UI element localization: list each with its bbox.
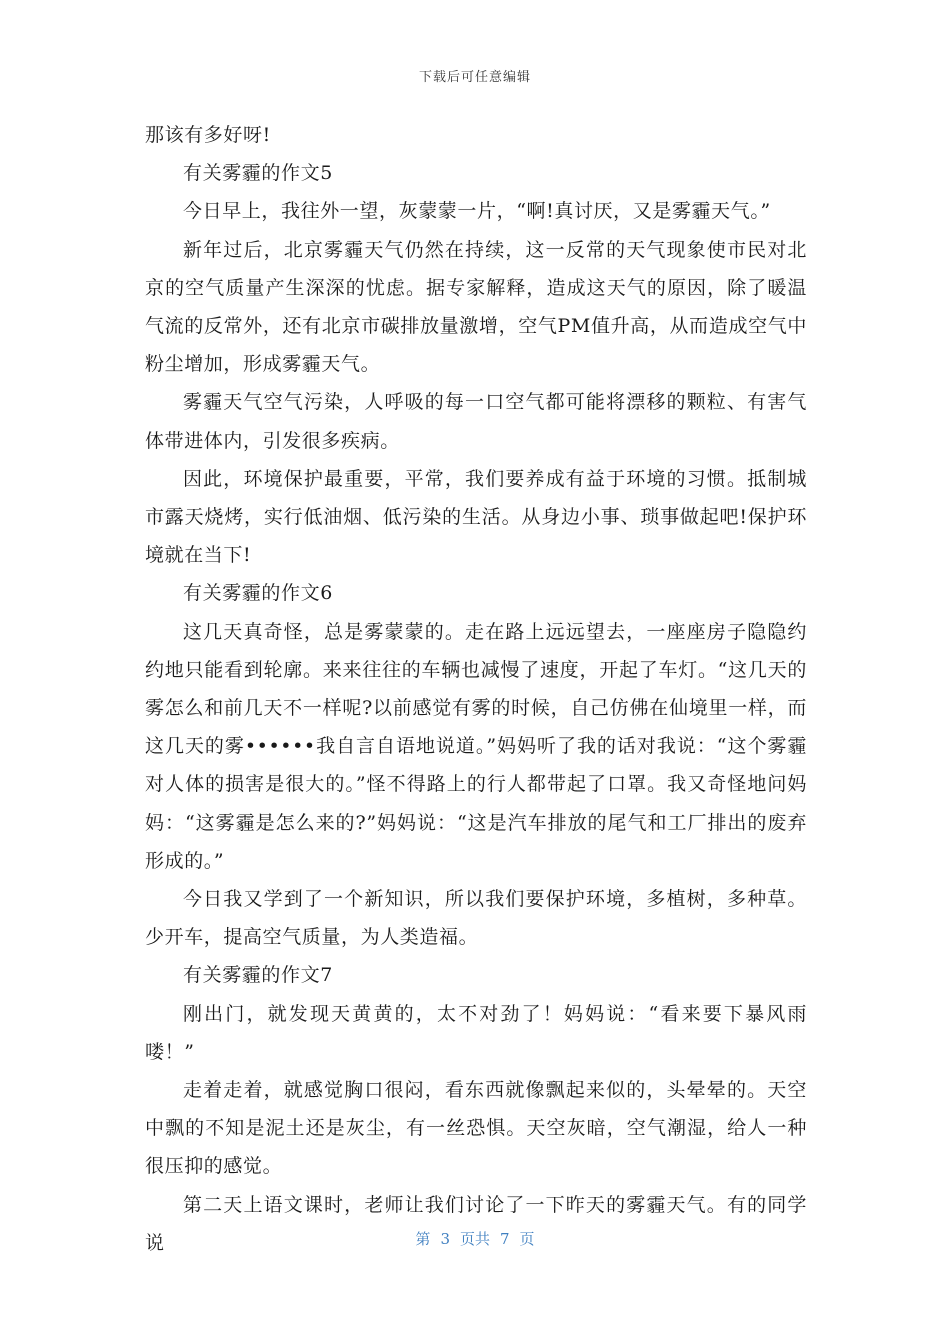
paragraph: 走着走着，就感觉胸口很闷，看东西就像飘起来似的，头晕晕的。天空中飘的不知是泥土还是灰尘，有一丝恐惧。天空灰暗，空气潮湿，给人一种很压抑的感觉。 [145, 1079, 807, 1178]
page-number-total: 7 [500, 1230, 510, 1248]
page-footer [0, 1228, 950, 1249]
paragraph: 那该有多好呀! [145, 124, 271, 146]
page-number-current: 3 [440, 1230, 450, 1248]
paragraph: 今日我又学到了一个新知识，所以我们要保护环境，多植树，多种草。少开车，提高空气质量，为人类造福。 [145, 888, 807, 949]
paragraph: 雾霾天气空气污染，人呼吸的每一口空气都可能将漂移的颗粒、有害气体带进体内，引发很多疾病。 [145, 391, 807, 452]
page-label-middle: 页共 [459, 1230, 490, 1248]
section-heading: 有关雾霾的作文7 [183, 964, 333, 987]
paragraph: 第二天上语文课时，老师让我们讨论了一下昨天的雾霾天气。有的同学说 [145, 1193, 807, 1254]
document-body [145, 116, 807, 1262]
page-header: 下载后可任意编辑 [418, 70, 531, 85]
paragraph: 新年过后，北京雾霾天气仍然在持续，这一反常的天气现象使市民对北京的空气质量产生深深的忧虑。据专家解释，造成这天气的原因，除了暖温气流的反常外，还有北京市碳排放量激增，空气PM值升高，从而造成空气中粉尘增加，形成雾霾天气。 [145, 238, 807, 376]
paragraph: 因此，环境保护最重要，平常，我们要养成有益于环境的习惯。抵制城市露天烧烤，实行低油烟、低污染的生活。从身边小事、琐事做起吧!保护环境就在当下! [145, 467, 807, 567]
paragraph: 这几天真奇怪，总是雾蒙蒙的。走在路上远远望去，一座座房子隐隐约约地只能看到轮廓。来来往往的车辆也减慢了速度，开起了车灯。“这几天的雾怎么和前几天不一样呢?以前感觉有雾的时候，自己仿佛在仙境里一样，而这几天的雾••••••我自言自语地说道。”妈妈听了我的话对我说：“这个雾霾对人体的损害是很大的。”怪不得路上的行人都带起了口罩。我又奇怪地问妈妈：“这雾霾是怎么来的?”妈妈说：“这是汽车排放的尾气和工厂排出的废弃形成的。” [145, 620, 807, 872]
page-label-suffix: 页 [519, 1230, 535, 1248]
section-heading: 有关雾霾的作文5 [183, 162, 333, 185]
section-heading: 有关雾霾的作文6 [183, 582, 333, 605]
paragraph: 今日早上，我往外一望，灰蒙蒙一片，“啊!真讨厌，又是雾霾天气。” [183, 200, 771, 223]
page-label-prefix: 第 [415, 1230, 431, 1248]
paragraph: 刚出门，就发现天黄黄的，太不对劲了！妈妈说：“看来要下暴风雨喽！” [145, 1002, 807, 1063]
